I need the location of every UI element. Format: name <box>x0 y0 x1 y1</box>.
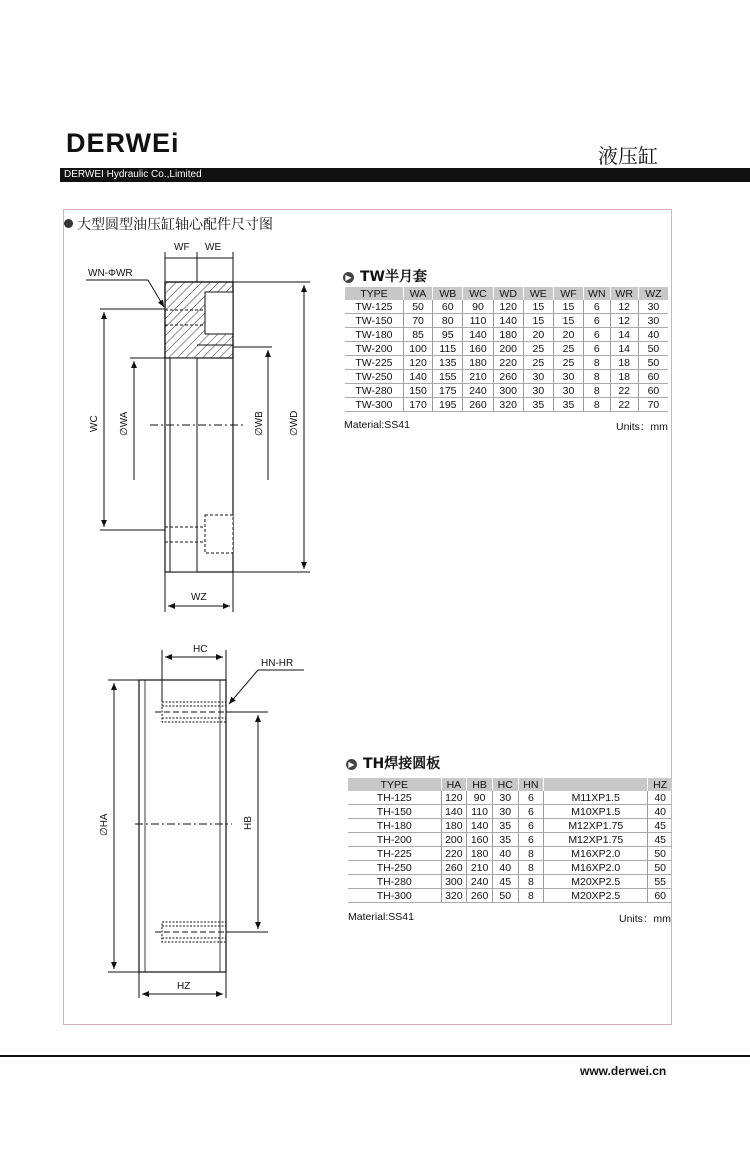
th-drawing <box>95 636 325 1001</box>
tw-cell: 240 <box>463 384 493 398</box>
bullet-icon <box>64 219 73 228</box>
th-cell: 200 <box>441 833 467 847</box>
th-cell: M16XP2.0 <box>544 847 648 861</box>
th-cell: 6 <box>518 791 544 805</box>
website-link[interactable]: www.derwei.cn <box>580 1064 667 1078</box>
th-cell: 8 <box>518 889 544 903</box>
tw-header-cell: WZ <box>638 287 668 300</box>
th-cell: 6 <box>518 805 544 819</box>
tw-drawing <box>70 235 330 620</box>
tw-material: Material:SS41 <box>344 419 410 431</box>
tw-cell: 60 <box>433 300 463 314</box>
tw-cell: 22 <box>610 398 638 412</box>
th-material: Material:SS41 <box>348 911 414 923</box>
th-header-cell: TYPE <box>348 778 441 791</box>
tw-cell: 15 <box>523 300 553 314</box>
tw-cell: 160 <box>463 342 493 356</box>
th-cell: 6 <box>518 819 544 833</box>
th-cell: 260 <box>467 889 493 903</box>
tw-cell: 12 <box>610 314 638 328</box>
tw-cell: 60 <box>638 370 668 384</box>
tw-title <box>343 266 427 286</box>
tw-cell: 6 <box>584 328 610 342</box>
wn-wr-label: WN-ΦWR <box>88 268 133 279</box>
th-cell: TH-300 <box>348 889 441 903</box>
th-cell: 30 <box>492 805 518 819</box>
tw-cell: 15 <box>553 314 583 328</box>
tw-cell: 320 <box>493 398 523 412</box>
th-cell: M11XP1.5 <box>544 791 648 805</box>
tw-cell: 14 <box>610 342 638 356</box>
tw-cell: 25 <box>523 342 553 356</box>
table-row <box>348 833 672 847</box>
th-cell: 45 <box>648 819 672 833</box>
table-row <box>345 384 668 398</box>
tw-header-cell: WN <box>584 287 610 300</box>
hc-label: HC <box>193 644 208 655</box>
th-cell: 90 <box>467 791 493 805</box>
th-cell: 45 <box>648 833 672 847</box>
tw-header-cell: WD <box>493 287 523 300</box>
tw-cell: 30 <box>523 370 553 384</box>
tw-cell: 85 <box>403 328 432 342</box>
tw-title-text: TW半月套 <box>360 269 427 285</box>
hb-label: HB <box>243 816 254 830</box>
th-cell: 40 <box>648 805 672 819</box>
tw-cell: 15 <box>553 300 583 314</box>
table-row <box>348 791 672 805</box>
wa-label: ∅WA <box>119 411 130 436</box>
tw-cell: 6 <box>584 314 610 328</box>
tw-cell: 22 <box>610 384 638 398</box>
tw-header-cell: WR <box>610 287 638 300</box>
tw-cell: 80 <box>433 314 463 328</box>
tw-cell: 8 <box>584 370 610 384</box>
tw-cell: 180 <box>463 356 493 370</box>
tw-cell: TW-125 <box>345 300 403 314</box>
tw-cell: 140 <box>403 370 432 384</box>
tw-cell: 18 <box>610 370 638 384</box>
tw-cell: 60 <box>638 384 668 398</box>
th-cell: M12XP1.75 <box>544 819 648 833</box>
th-cell: 55 <box>648 875 672 889</box>
th-cell: 260 <box>441 861 467 875</box>
section-title <box>64 214 273 234</box>
we-label: WE <box>205 242 222 253</box>
hz-label: HZ <box>177 981 191 992</box>
th-cell: 8 <box>518 861 544 875</box>
tw-cell: 30 <box>638 314 668 328</box>
tw-cell: 6 <box>584 300 610 314</box>
th-cell: 120 <box>441 791 467 805</box>
th-cell: 60 <box>648 889 672 903</box>
arrow-bullet-icon: ▶ <box>343 272 354 283</box>
th-title-text: TH焊接圆板 <box>363 756 441 772</box>
table-row <box>345 356 668 370</box>
page-title: 液压缸 <box>598 144 658 168</box>
tw-cell: 155 <box>433 370 463 384</box>
table-row <box>348 889 672 903</box>
th-cell: M10XP1.5 <box>544 805 648 819</box>
tw-header-cell: WC <box>463 287 493 300</box>
tw-cell: 40 <box>638 328 668 342</box>
footer-line <box>0 1055 750 1057</box>
th-title <box>346 753 440 773</box>
tw-header-cell: WF <box>553 287 583 300</box>
tw-cell: 6 <box>584 342 610 356</box>
th-cell: 40 <box>492 861 518 875</box>
wb-label: ∅WB <box>254 411 265 436</box>
th-cell: 35 <box>492 819 518 833</box>
company-logo: DERWEi <box>66 128 180 158</box>
th-header-cell <box>544 778 648 791</box>
tw-cell: 110 <box>463 314 493 328</box>
th-cell: TH-250 <box>348 861 441 875</box>
table-row <box>345 300 668 314</box>
th-cell: M20XP2.5 <box>544 889 648 903</box>
tw-cell: 30 <box>638 300 668 314</box>
th-cell: TH-125 <box>348 791 441 805</box>
table-row <box>348 875 672 889</box>
tw-cell: 15 <box>523 314 553 328</box>
tw-cell: 14 <box>610 328 638 342</box>
th-cell: 8 <box>518 847 544 861</box>
th-cell: 30 <box>492 791 518 805</box>
table-row <box>345 314 668 328</box>
tw-table <box>345 287 668 412</box>
tw-cell: 50 <box>638 342 668 356</box>
tw-cell: 115 <box>433 342 463 356</box>
tw-cell: 50 <box>403 300 432 314</box>
tw-cell: 200 <box>493 342 523 356</box>
th-cell: TH-200 <box>348 833 441 847</box>
th-cell: 50 <box>648 847 672 861</box>
th-cell: TH-150 <box>348 805 441 819</box>
table-row <box>348 861 672 875</box>
tw-cell: 25 <box>523 356 553 370</box>
wz-label: WZ <box>191 592 207 603</box>
tw-cell: 8 <box>584 398 610 412</box>
tw-cell: 175 <box>433 384 463 398</box>
tw-cell: 18 <box>610 356 638 370</box>
th-cell: M20XP2.5 <box>544 875 648 889</box>
th-cell: 40 <box>648 791 672 805</box>
th-cell: 50 <box>648 861 672 875</box>
th-cell: 300 <box>441 875 467 889</box>
wc-label: WC <box>89 415 100 432</box>
tw-cell: TW-180 <box>345 328 403 342</box>
tw-cell: 195 <box>433 398 463 412</box>
tw-cell: TW-280 <box>345 384 403 398</box>
th-units: Units：mm <box>619 913 671 925</box>
th-cell: 110 <box>467 805 493 819</box>
tw-cell: 70 <box>403 314 432 328</box>
tw-cell: 210 <box>463 370 493 384</box>
th-cell: 140 <box>441 805 467 819</box>
tw-cell: 30 <box>553 384 583 398</box>
tw-cell: TW-225 <box>345 356 403 370</box>
tw-cell: 35 <box>553 398 583 412</box>
tw-cell: 140 <box>493 314 523 328</box>
tw-cell: 25 <box>553 356 583 370</box>
table-row <box>345 398 668 412</box>
th-cell: 180 <box>467 847 493 861</box>
th-cell: TH-280 <box>348 875 441 889</box>
tw-cell: 25 <box>553 342 583 356</box>
tw-header-cell: WE <box>523 287 553 300</box>
tw-cell: 20 <box>523 328 553 342</box>
tw-cell: TW-150 <box>345 314 403 328</box>
tw-cell: 30 <box>523 384 553 398</box>
tw-cell: 20 <box>553 328 583 342</box>
th-header-cell: HZ <box>648 778 672 791</box>
section-title-text: 大型圆型油压缸轴心配件尺寸图 <box>77 217 273 233</box>
th-header-cell: HN <box>518 778 544 791</box>
th-header-cell: HC <box>492 778 518 791</box>
tw-header-cell: WB <box>433 287 463 300</box>
wd-label: ∅WD <box>289 410 300 436</box>
table-row <box>345 342 668 356</box>
th-cell: M12XP1.75 <box>544 833 648 847</box>
th-cell: 220 <box>441 847 467 861</box>
tw-cell: 50 <box>638 356 668 370</box>
tw-cell: 120 <box>403 356 432 370</box>
tw-cell: 140 <box>463 328 493 342</box>
th-cell: 320 <box>441 889 467 903</box>
tw-cell: 135 <box>433 356 463 370</box>
th-cell: 160 <box>467 833 493 847</box>
company-name: DERWEI Hydraulic Co.,Limited <box>64 169 202 180</box>
tw-cell: 8 <box>584 356 610 370</box>
th-cell: 40 <box>492 847 518 861</box>
tw-cell: 120 <box>493 300 523 314</box>
tw-cell: 12 <box>610 300 638 314</box>
tw-cell: TW-250 <box>345 370 403 384</box>
th-cell: 180 <box>441 819 467 833</box>
tw-cell: 170 <box>403 398 432 412</box>
tw-cell: 70 <box>638 398 668 412</box>
tw-cell: 90 <box>463 300 493 314</box>
tw-cell: 300 <box>493 384 523 398</box>
arrow-bullet-icon: ▶ <box>346 759 357 770</box>
th-table <box>348 778 672 903</box>
th-cell: TH-225 <box>348 847 441 861</box>
tw-units: Units：mm <box>616 421 668 433</box>
th-cell: 210 <box>467 861 493 875</box>
table-row <box>348 847 672 861</box>
tw-cell: TW-200 <box>345 342 403 356</box>
tw-cell: 30 <box>553 370 583 384</box>
th-header-cell: HA <box>441 778 467 791</box>
tw-cell: 220 <box>493 356 523 370</box>
tw-cell: 35 <box>523 398 553 412</box>
th-cell: 6 <box>518 833 544 847</box>
tw-header-row <box>345 287 668 300</box>
tw-cell: 260 <box>493 370 523 384</box>
tw-cell: 150 <box>403 384 432 398</box>
ha-label: ∅HA <box>99 813 110 836</box>
th-cell: M16XP2.0 <box>544 861 648 875</box>
tw-header-cell: WA <box>403 287 432 300</box>
th-cell: 50 <box>492 889 518 903</box>
th-header-row <box>348 778 672 791</box>
tw-header-cell: TYPE <box>345 287 403 300</box>
table-row <box>345 370 668 384</box>
tw-cell: 260 <box>463 398 493 412</box>
table-row <box>348 805 672 819</box>
tw-cell: TW-300 <box>345 398 403 412</box>
th-cell: 45 <box>492 875 518 889</box>
table-row <box>348 819 672 833</box>
tw-cell: 8 <box>584 384 610 398</box>
th-cell: 140 <box>467 819 493 833</box>
th-header-cell: HB <box>467 778 493 791</box>
th-cell: 8 <box>518 875 544 889</box>
hn-hr-label: HN-HR <box>261 658 294 669</box>
th-cell: 240 <box>467 875 493 889</box>
tw-cell: 180 <box>493 328 523 342</box>
table-row <box>345 328 668 342</box>
th-cell: 35 <box>492 833 518 847</box>
wf-label: WF <box>174 242 190 253</box>
tw-cell: 95 <box>433 328 463 342</box>
tw-cell: 100 <box>403 342 432 356</box>
th-cell: TH-180 <box>348 819 441 833</box>
